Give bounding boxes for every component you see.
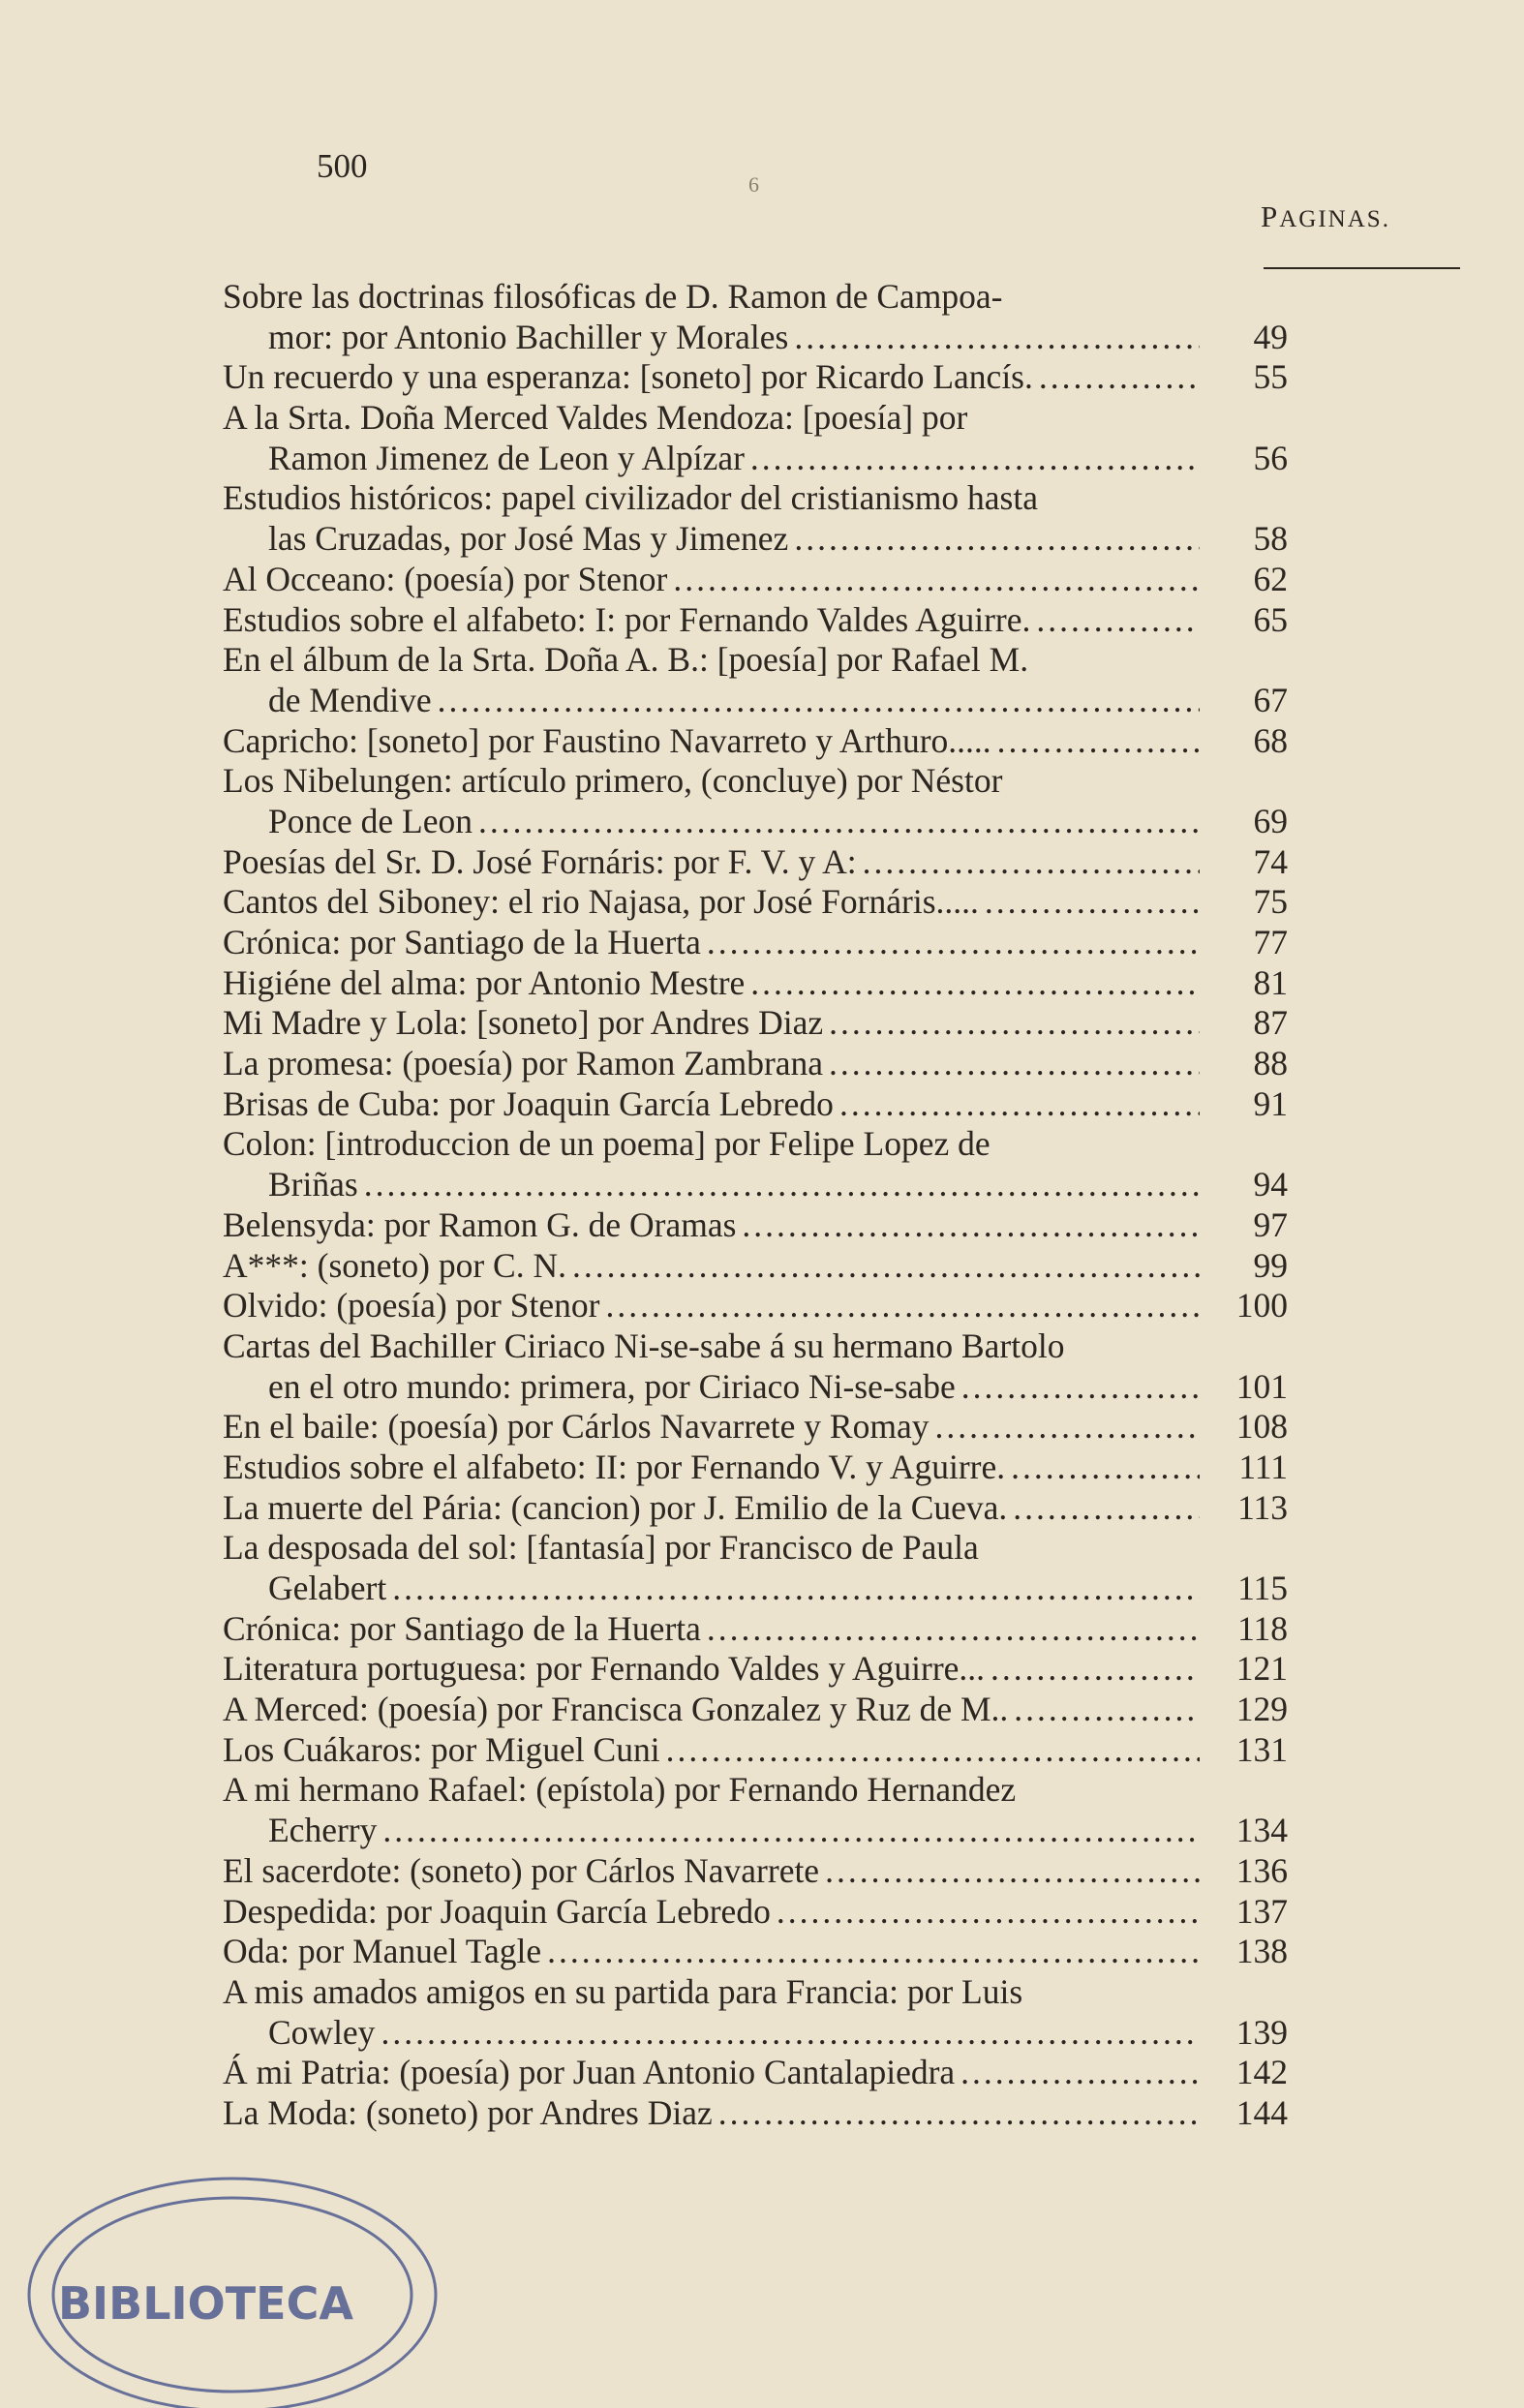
leader-dots <box>438 681 1200 721</box>
toc-entry-text: Despedida: por Joaquin García Lebredo <box>223 1891 771 1931</box>
toc-line <box>223 357 1288 398</box>
toc-entry-text: Brisas de Cuba: por Joaquin García Lebredo <box>223 1083 834 1123</box>
toc-page-number: 137 <box>1235 1891 1288 1931</box>
leader-dots <box>1011 1448 1200 1488</box>
toc-entry-text: A la Srta. Doña Merced Valdes Mendoza: [poesía] por <box>223 398 968 438</box>
toc-page-number: 75 <box>1253 882 1288 922</box>
toc-line <box>223 1609 1288 1650</box>
leader-dots <box>478 802 1200 842</box>
toc-entry-text: Ponce de Leon <box>268 801 472 840</box>
leader-dots <box>794 519 1200 560</box>
toc-line <box>223 761 1288 802</box>
toc-entry-text: Los Nibelungen: artículo primero, (concluye) por Néstor <box>223 761 1003 801</box>
leader-dots <box>839 1084 1200 1125</box>
toc-line <box>223 1326 1288 1367</box>
toc-entry-text: Sobre las doctrinas filosóficas de D. Ramon de Campoa- <box>223 277 1003 316</box>
leader-dots <box>934 1407 1200 1448</box>
column-header <box>1261 199 1390 234</box>
toc-entry-text: En el álbum de la Srta. Doña A. B.: [poesía] por Rafael M. <box>223 640 1029 680</box>
toc-entry-text: A***: (soneto) por C. N. <box>223 1245 566 1285</box>
toc-entry-text: Ramon Jimenez de Leon y Alpízar <box>268 438 745 477</box>
toc-page-number: 100 <box>1235 1286 1288 1326</box>
toc-entry-text: Cowley <box>268 2012 376 2052</box>
toc-line <box>223 1448 1288 1488</box>
toc-page-number: 49 <box>1253 317 1288 356</box>
toc-entry-text: Cantos del Siboney: el rio Najasa, por José Fornáris..... <box>223 882 979 922</box>
toc-line <box>223 1084 1288 1125</box>
leader-dots <box>381 2013 1200 2054</box>
toc-page-number: 81 <box>1253 962 1288 1002</box>
toc-page-number: 134 <box>1235 1811 1288 1850</box>
toc-line <box>223 681 1288 721</box>
toc-entry-text: La muerte del Pária: (cancion) por J. Emilio de la Cueva. <box>223 1487 1008 1527</box>
toc-page-number: 101 <box>1235 1366 1288 1406</box>
toc-entry-text: La desposada del sol: [fantasía] por Francisco de Paula <box>223 1528 979 1568</box>
toc-line <box>223 1003 1288 1044</box>
leader-dots <box>997 721 1200 762</box>
toc-entry-text: Belensyda: por Ramon G. de Oramas <box>223 1204 737 1244</box>
header-mark: 6 <box>748 172 759 197</box>
toc-entry-text: Gelabert <box>268 1569 387 1607</box>
toc-page-number: 138 <box>1235 1932 1288 1971</box>
toc-line <box>223 2053 1288 2093</box>
toc-entry-text: Estudios sobre el alfabeto: II: por Fernando V. y Aguirre. <box>223 1447 1006 1486</box>
toc-line <box>223 519 1288 560</box>
toc-line <box>223 923 1288 963</box>
toc-page-number: 111 <box>1238 1447 1288 1486</box>
toc-page-number: 56 <box>1253 438 1288 477</box>
toc-entry-text: Al Occeano: (poesía) por Stenor <box>223 559 668 598</box>
toc-line <box>223 398 1288 439</box>
toc-page-number: 108 <box>1235 1407 1288 1447</box>
column-header-rest: AGINAS. <box>1279 206 1390 232</box>
toc-entry-text: Echerry <box>268 1811 378 1850</box>
toc-page-number: 144 <box>1235 2092 1288 2132</box>
toc-page-number: 67 <box>1253 680 1288 719</box>
toc-line <box>223 1528 1288 1569</box>
toc-line <box>223 1407 1288 1448</box>
leader-dots <box>382 1811 1200 1851</box>
toc-entry-text: Higiéne del alma: por Antonio Mestre <box>223 962 746 1002</box>
toc-line <box>223 1730 1288 1771</box>
toc-line <box>223 1892 1288 1933</box>
toc-page-number: 115 <box>1237 1569 1288 1607</box>
toc-line <box>223 842 1288 883</box>
leader-dots <box>794 318 1200 358</box>
leader-dots <box>991 1649 1200 1690</box>
toc-line <box>223 721 1288 762</box>
toc-page-number: 91 <box>1253 1083 1288 1123</box>
toc-page-number: 94 <box>1253 1165 1288 1204</box>
toc-line <box>223 1851 1288 1892</box>
toc-line <box>223 1124 1288 1165</box>
leader-dots <box>829 1003 1200 1044</box>
toc-entry-text: Los Cuákaros: por Miguel Cuni <box>223 1729 660 1769</box>
toc-line <box>223 1569 1288 1609</box>
toc-entry-text: en el otro mundo: primera, por Ciriaco Ni-se-sabe <box>268 1366 956 1406</box>
toc-entry-text: Crónica: por Santiago de la Huerta <box>223 1608 701 1648</box>
toc-page-number: 142 <box>1235 2053 1288 2092</box>
toc-line <box>223 1286 1288 1326</box>
toc-entry-text: Oda: por Manuel Tagle <box>223 1932 542 1971</box>
toc-entry-text: Literatura portuguesa: por Fernando Valdes y Aguirre... <box>223 1649 986 1689</box>
leader-dots <box>750 439 1200 479</box>
toc-entry-text: Capricho: [soneto] por Faustino Navarreto y Arthuro..... <box>223 720 991 760</box>
toc-entry-text: de Mendive <box>268 680 432 719</box>
toc-line <box>223 560 1288 600</box>
toc-page-number: 77 <box>1253 923 1288 961</box>
table-of-contents <box>223 277 1288 2134</box>
page-number: 500 <box>317 147 368 185</box>
toc-page-number: 68 <box>1253 720 1288 760</box>
leader-dots <box>605 1286 1200 1326</box>
leader-dots <box>392 1569 1200 1609</box>
toc-page-number: 99 <box>1253 1245 1288 1285</box>
leader-dots <box>707 923 1200 963</box>
column-header-initial: P <box>1261 199 1280 233</box>
leader-dots <box>829 1044 1200 1084</box>
leader-dots <box>547 1932 1200 1972</box>
toc-entry-text: A mi hermano Rafael: (epístola) por Fernando Hernandez <box>223 1770 1017 1810</box>
leader-dots <box>1039 357 1200 398</box>
toc-entry-text: La Moda: (soneto) por Andres Diaz <box>223 2092 713 2132</box>
leader-dots <box>1013 1488 1200 1529</box>
toc-page-number: 65 <box>1253 599 1288 639</box>
toc-entry-text: A mis amados amigos en su partida para Francia: por Luis <box>223 1971 1023 2011</box>
stamp-text: BIBLIOTECA <box>58 2277 353 2330</box>
leader-dots <box>863 842 1200 883</box>
toc-page-number: 129 <box>1235 1690 1288 1729</box>
leader-dots <box>666 1730 1200 1771</box>
toc-line <box>223 1488 1288 1529</box>
toc-line <box>223 1770 1288 1811</box>
toc-line <box>223 1690 1288 1730</box>
toc-line <box>223 802 1288 842</box>
toc-page-number: 87 <box>1253 1003 1288 1043</box>
leader-dots <box>1014 1690 1200 1730</box>
toc-line <box>223 1811 1288 1851</box>
toc-entry-text: En el baile: (poesía) por Cárlos Navarrete y Romay <box>223 1407 930 1447</box>
toc-line <box>223 1205 1288 1246</box>
toc-line <box>223 439 1288 479</box>
leader-dots <box>718 2093 1200 2134</box>
toc-entry-text: Mi Madre y Lola: [soneto] por Andres Diaz <box>223 1003 824 1043</box>
header-rule <box>1264 267 1460 269</box>
leader-dots <box>707 1609 1200 1650</box>
leader-dots <box>750 963 1200 1004</box>
toc-page-number: 131 <box>1235 1729 1288 1769</box>
toc-entry-text: Olvido: (poesía) por Stenor <box>223 1286 600 1326</box>
toc-entry-text: Cartas del Bachiller Ciriaco Ni-se-sabe á su hermano Bartolo <box>223 1326 1065 1365</box>
toc-entry-text: A Merced: (poesía) por Francisca Gonzalez y Ruz de M.. <box>223 1690 1009 1729</box>
toc-line <box>223 600 1288 641</box>
toc-entry-text: mor: por Antonio Bachiller y Morales <box>268 317 789 356</box>
leader-dots <box>777 1892 1200 1933</box>
toc-page-number: 74 <box>1253 841 1288 881</box>
toc-line <box>223 1165 1288 1205</box>
toc-line <box>223 1367 1288 1408</box>
toc-page-number: 88 <box>1253 1044 1288 1083</box>
toc-line <box>223 1044 1288 1084</box>
toc-line <box>223 1932 1288 1972</box>
toc-line <box>223 963 1288 1004</box>
toc-page-number: 97 <box>1253 1204 1288 1244</box>
toc-entry-text: Á mi Patria: (poesía) por Juan Antonio Cantalapiedra <box>223 2053 956 2092</box>
leader-dots <box>985 882 1200 923</box>
toc-entry-text: Colon: [introduccion de un poema] por Felipe Lopez de <box>223 1124 991 1164</box>
leader-dots <box>825 1851 1200 1892</box>
toc-line <box>223 277 1288 318</box>
toc-entry-text: Un recuerdo y una esperanza: [soneto] por Ricardo Lancís. <box>223 357 1033 397</box>
toc-page-number: 58 <box>1253 519 1288 559</box>
toc-line <box>223 882 1288 923</box>
library-stamp <box>0 2111 503 2408</box>
toc-entry-text: Estudios históricos: papel civilizador del cristianismo hasta <box>223 478 1038 518</box>
toc-page-number: 62 <box>1253 559 1288 598</box>
toc-page-number: 118 <box>1237 1608 1288 1648</box>
toc-entry-text: Poesías del Sr. D. José Fornáris: por F. V. y A: <box>223 841 857 881</box>
toc-page-number: 113 <box>1237 1487 1288 1527</box>
toc-line <box>223 478 1288 519</box>
toc-page-number: 136 <box>1235 1850 1288 1890</box>
toc-entry-text: las Cruzadas, por José Mas y Jimenez <box>268 519 789 559</box>
leader-dots <box>961 1367 1200 1408</box>
leader-dots <box>742 1205 1200 1246</box>
leader-dots <box>1036 600 1200 641</box>
toc-entry-text: El sacerdote: (soneto) por Cárlos Navarrete <box>223 1850 820 1890</box>
leader-dots <box>572 1246 1200 1287</box>
leader-dots <box>960 2053 1200 2093</box>
toc-line <box>223 2013 1288 2054</box>
toc-line <box>223 1649 1288 1690</box>
leader-dots <box>364 1165 1200 1205</box>
toc-page-number: 121 <box>1235 1649 1288 1689</box>
toc-entry-text: Crónica: por Santiago de la Huerta <box>223 923 701 961</box>
toc-page-number: 139 <box>1235 2012 1288 2052</box>
toc-line <box>223 640 1288 681</box>
toc-entry-text: Estudios sobre el alfabeto: I: por Fernando Valdes Aguirre. <box>223 599 1031 639</box>
leader-dots <box>673 560 1200 600</box>
toc-line <box>223 1246 1288 1287</box>
toc-entry-text: Briñas <box>268 1165 358 1204</box>
toc-page-number: 69 <box>1253 801 1288 840</box>
toc-entry-text: La promesa: (poesía) por Ramon Zambrana <box>223 1044 824 1083</box>
toc-page-number: 55 <box>1253 357 1288 397</box>
toc-line <box>223 1972 1288 2013</box>
toc-line <box>223 318 1288 358</box>
